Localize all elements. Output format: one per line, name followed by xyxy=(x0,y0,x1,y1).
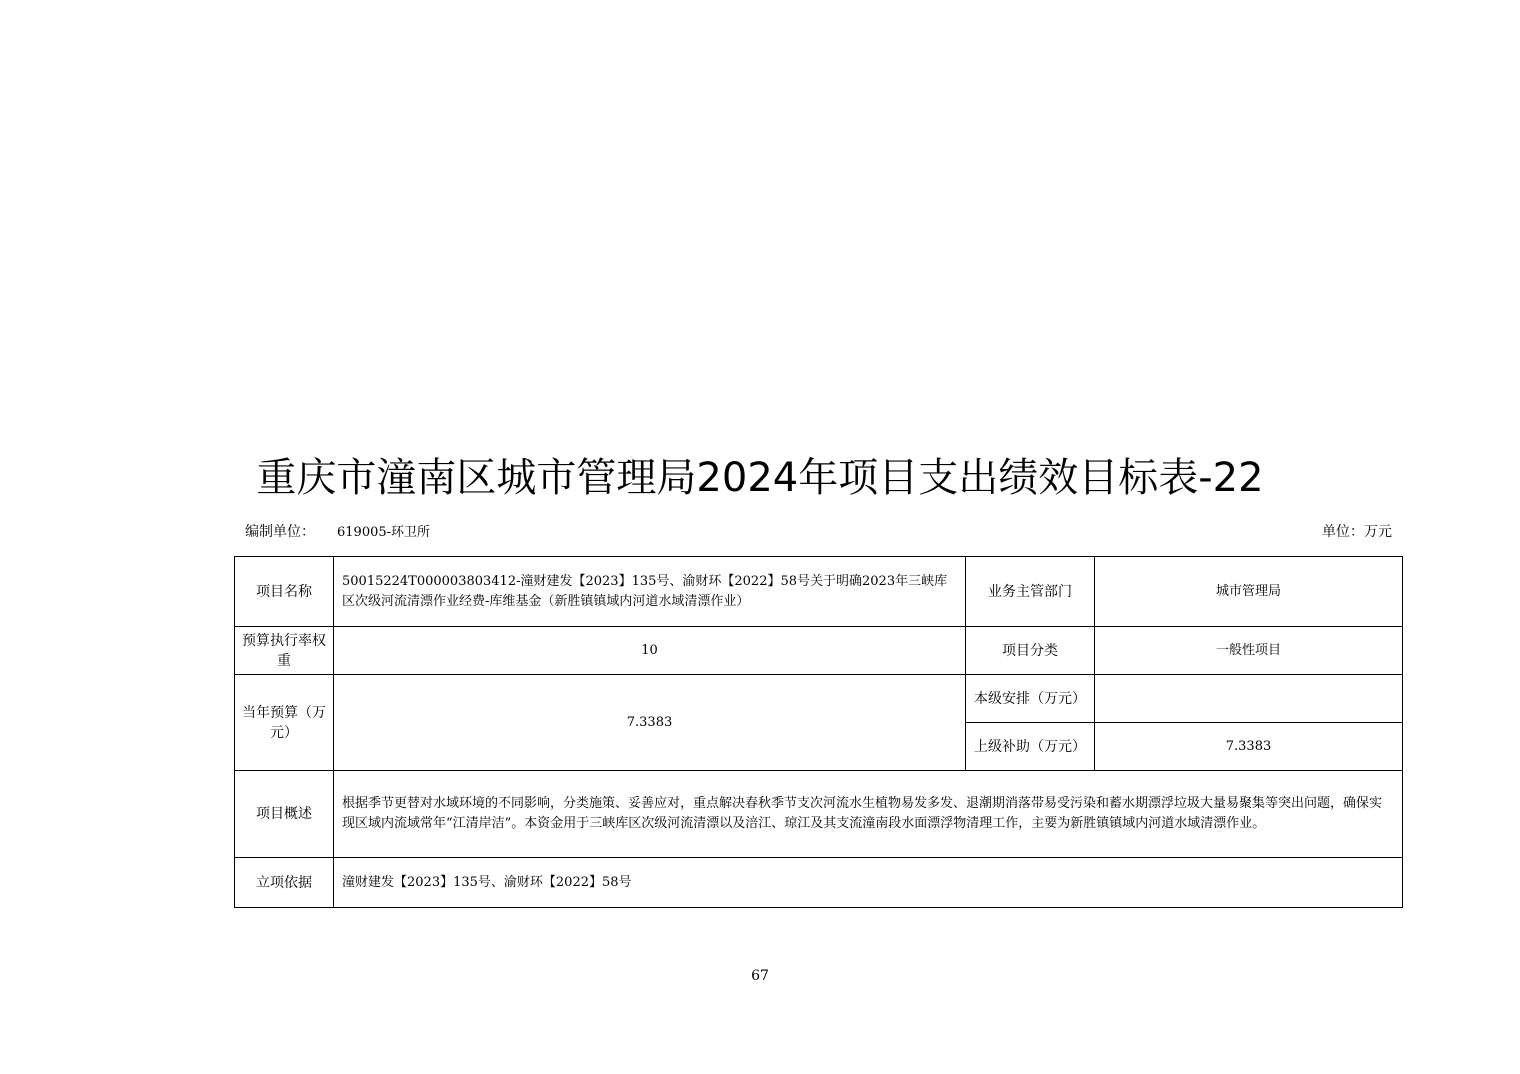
upper-value: 7.3383 xyxy=(1095,723,1403,771)
project-name-label: 项目名称 xyxy=(235,557,334,627)
weight-value: 10 xyxy=(334,627,966,675)
page-title: 重庆市潼南区城市管理局2024年项目支出绩效目标表-22 xyxy=(256,455,1264,501)
local-value xyxy=(1095,675,1403,723)
upper-label: 上级补助（万元） xyxy=(966,723,1095,771)
budget-label: 当年预算（万元） xyxy=(235,675,334,771)
category-label: 项目分类 xyxy=(966,627,1095,675)
budget-value: 7.3383 xyxy=(334,675,966,771)
table-row xyxy=(235,557,1403,627)
project-name-value: 50015224T000003803412-潼财建发【2023】135号、渝财环【2022】58号关于明确2023年三峡库区次级河流清漂作业经费-库维基金（新胜镇镇域内河道水域清漂作业） xyxy=(334,557,966,627)
compiling-unit-label: 编制单位： xyxy=(245,524,315,540)
basis-label: 立项依据 xyxy=(235,858,334,908)
page-number: 67 xyxy=(751,968,769,984)
table-row xyxy=(235,675,1403,723)
currency-unit: 单位：万元 xyxy=(1322,524,1392,540)
performance-target-table xyxy=(234,556,1403,908)
compiling-unit-value: 619005-环卫所 xyxy=(337,525,431,540)
compiling-unit xyxy=(245,522,430,543)
table-row xyxy=(235,771,1403,858)
table-row xyxy=(235,858,1403,908)
basis-value: 潼财建发【2023】135号、渝财环【2022】58号 xyxy=(334,858,1403,908)
weight-label: 预算执行率权重 xyxy=(235,627,334,675)
dept-label: 业务主管部门 xyxy=(966,557,1095,627)
table-row xyxy=(235,627,1403,675)
dept-value: 城市管理局 xyxy=(1095,557,1403,627)
overview-value: 根据季节更替对水域环境的不同影响，分类施策、妥善应对，重点解决春秋季节支次河流水生植物易发多发、退潮期消落带易受污染和蓄水期漂浮垃圾大量易聚集等突出问题，确保实现区域内流域常年“江清岸洁”。本资金用于三峡库区次级河流清漂以及涪江、琼江及其支流潼南段水面漂浮物清理工作，主要为新胜镇镇域内河道水域清漂作业。 xyxy=(334,771,1403,858)
local-label: 本级安排（万元） xyxy=(966,675,1095,723)
category-value: 一般性项目 xyxy=(1095,627,1403,675)
overview-label: 项目概述 xyxy=(235,771,334,858)
